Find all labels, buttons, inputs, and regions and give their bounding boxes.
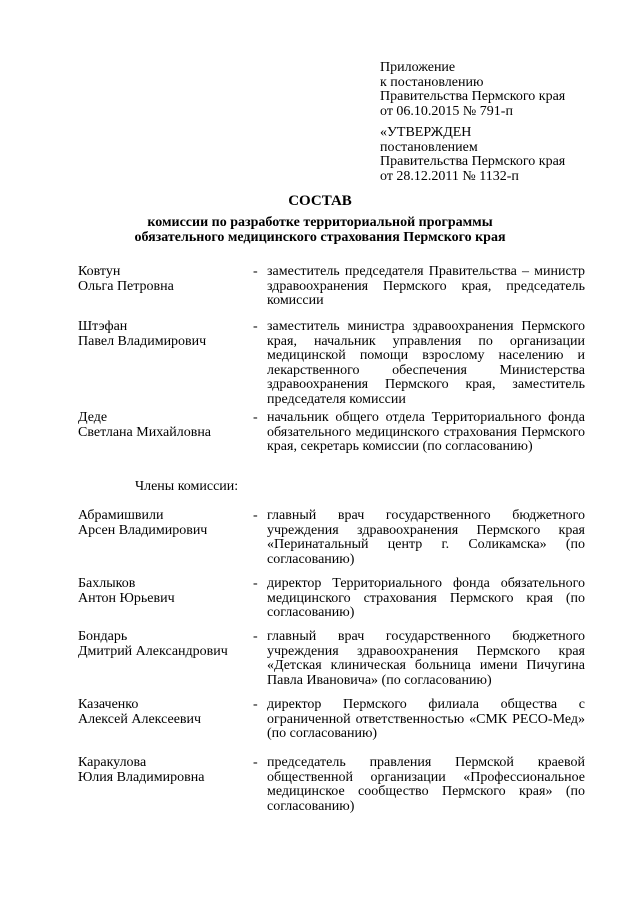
member-role: председатель правления Пермской краевой общественной организации «Профессиональное медицинское сообщество Пермского края» (по согласованию) [267,755,585,814]
document-title: СОСТАВ [288,193,352,209]
member-name [78,265,248,294]
appendix-line: к постановлению [380,74,484,90]
subtitle-line: комиссии по разработке территориальной программы [147,215,493,230]
member-dash: - [253,576,258,591]
member-role: директор Территориального фонда обязательного медицинского страхования Пермского края (по согласованию) [267,576,585,620]
member-surname: Деде [78,410,108,425]
approval-line: постановлением [380,139,478,155]
member-role: главный врач государственного бюджетного учреждения здравоохранения Пермского края «Детская клиническая больница имени Пичугина Павла Ивановича» (по согласованию) [267,629,585,688]
member-dash: - [253,319,258,334]
appendix-line: от 06.10.2015 № 791-п [380,103,513,119]
member-given-names: Светлана Михайловна [78,424,212,440]
member-name [78,320,248,349]
member-dash: - [253,410,258,425]
approval-line: «УТВЕРЖДЕН [380,125,472,140]
member-surname: Бондарь [78,629,128,644]
member-role: директор Пермского филиала общества с ограниченной ответственностью «СМК РЕСО-Мед» (по согласованию) [267,697,585,741]
member-name [78,698,248,727]
member-dash: - [253,508,258,523]
member-dash: - [253,629,258,644]
member-surname: Ковтун [78,264,121,279]
member-given-names: Ольга Петровна [78,278,174,294]
approval-reference [380,126,610,184]
approval-line: от 28.12.2011 № 1132-п [380,168,519,184]
member-role: начальник общего отдела Территориального фонда обязательного медицинского страхования Пермского края, секретарь комиссии (по согласованию) [267,410,585,454]
member-surname: Каракулова [78,755,147,770]
approval-line: Правительства Пермского края [380,154,566,169]
member-dash: - [253,755,258,770]
member-name [78,509,248,538]
document-subtitle [0,216,640,245]
appendix-line: Правительства Пермского края [380,89,566,104]
member-surname: Абрамишвили [78,508,164,523]
member-given-names: Павел Владимирович [78,333,207,349]
member-surname: Бахлыков [78,576,136,591]
member-given-names: Антон Юрьевич [78,590,175,606]
member-name [78,411,248,440]
member-role: главный врач государственного бюджетного учреждения здравоохранения Пермского края «Перинатальный центр г. Соликамска» (по согласованию) [267,508,585,567]
member-given-names: Юлия Владимировна [78,769,205,785]
members-heading: Члены комиссии: [135,479,239,494]
member-surname: Штэфан [78,319,128,334]
appendix-line: Приложение [380,60,456,75]
appendix-reference [380,61,610,119]
member-dash: - [253,697,258,712]
member-role: заместитель председателя Правительства – министр здравоохранения Пермского края, председатель комиссии [267,264,585,308]
member-name [78,577,248,606]
member-surname: Казаченко [78,697,139,712]
member-dash: - [253,264,258,279]
member-role: заместитель министра здравоохранения Пермского края, начальник управления по организации медицинской помощи взрослому населению и лекарственного обеспечения Министерства здравоохранения Пермского края, заместитель председателя комиссии [267,319,585,407]
member-name [78,630,248,659]
subtitle-line: обязательного медицинского страхования Пермского края [134,229,506,245]
member-given-names: Алексей Алексеевич [78,711,202,727]
member-given-names: Арсен Владимирович [78,522,208,538]
member-given-names: Дмитрий Александрович [78,643,228,659]
member-name [78,756,248,785]
